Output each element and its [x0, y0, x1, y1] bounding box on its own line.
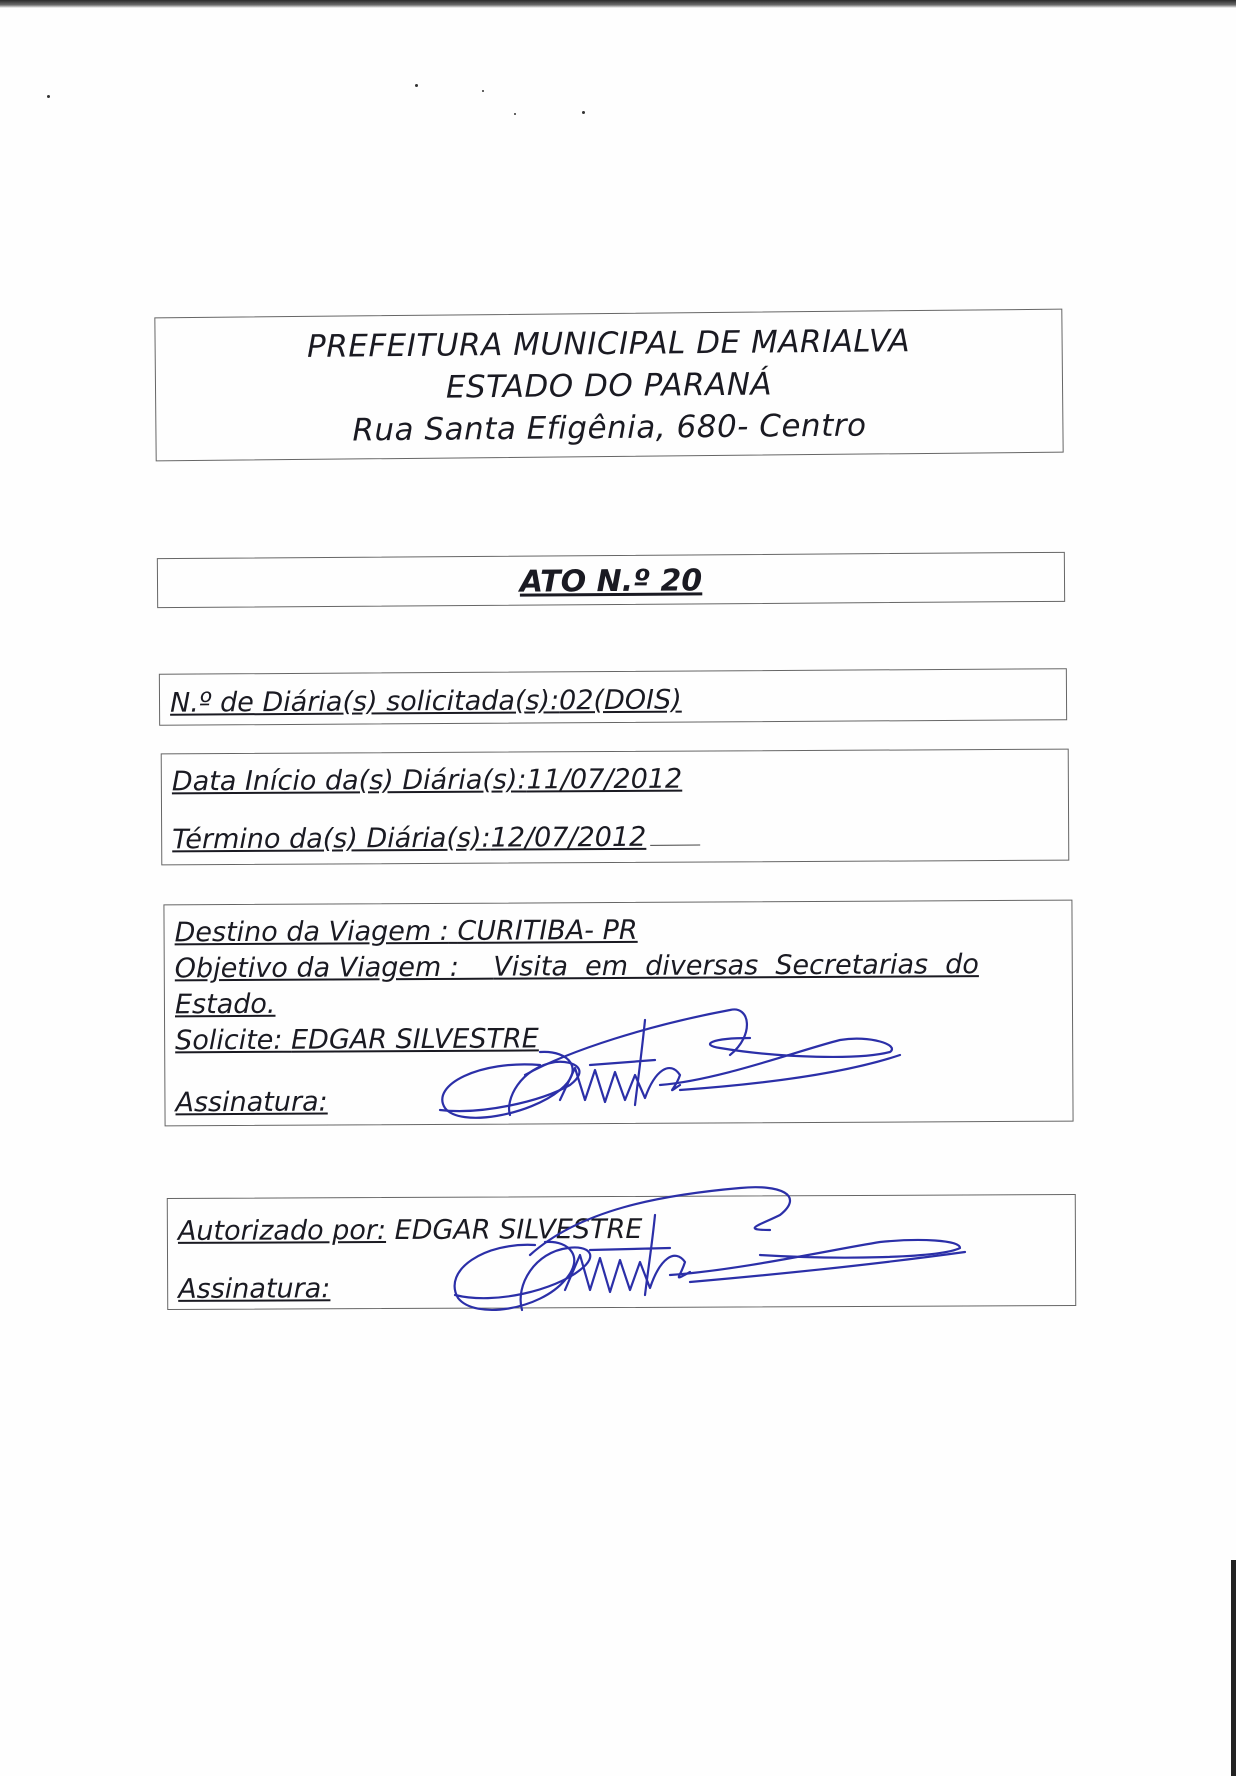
- assinatura-solicitante-label: Assinatura:: [175, 1086, 328, 1119]
- destino-label: Destino da Viagem :: [174, 915, 449, 949]
- viagem-box: [163, 900, 1073, 1127]
- solicite-line: [175, 1023, 539, 1056]
- header-estado: ESTADO DO PARANÁ: [445, 366, 773, 406]
- datas-box: [161, 749, 1070, 866]
- objetivo-label: Objetivo da Viagem :: [174, 951, 460, 985]
- diarias-box: [159, 668, 1067, 726]
- assinatura-autorizador-label: Assinatura:: [178, 1273, 331, 1305]
- scan-speck: [47, 95, 50, 98]
- data-termino-line: [172, 822, 700, 856]
- data-inicio-value: 11/07/2012: [526, 763, 683, 796]
- objetivo-value: Visita em diversas Secretarias do: [493, 949, 979, 983]
- scan-edge-top: [0, 0, 1236, 8]
- diarias-line: [170, 685, 682, 719]
- data-termino-label: Término da(s) Diária(s):: [172, 822, 491, 856]
- ato-title: ATO N.º 20: [519, 563, 703, 600]
- scan-speck: [514, 113, 516, 115]
- solicite-label: Solicite:: [175, 1024, 283, 1057]
- data-inicio-line: [172, 764, 682, 798]
- scan-speck: [482, 90, 484, 92]
- data-termino-value: 12/07/2012: [490, 821, 647, 854]
- diarias-value: 02(DOIS): [559, 684, 682, 717]
- header-prefeitura: PREFEITURA MUNICIPAL DE MARIALVA: [306, 323, 911, 365]
- scan-edge-right: [1231, 1560, 1236, 1776]
- solicite-value: EDGAR SILVESTRE: [290, 1023, 539, 1056]
- autorizacao-box: [167, 1194, 1076, 1310]
- scan-speck: [582, 111, 585, 114]
- ato-box: [157, 552, 1065, 608]
- objetivo-continuation: Estado.: [174, 988, 276, 1021]
- header-endereco: Rua Santa Efigênia, 680- Centro: [352, 407, 867, 449]
- scan-speck: [415, 84, 418, 87]
- destino-value: CURITIBA- PR: [457, 914, 638, 947]
- autorizado-value: EDGAR SILVESTRE: [394, 1213, 643, 1246]
- diarias-label: N.º de Diária(s) solicitada(s):: [169, 685, 560, 719]
- autorizado-label: Autorizado por:: [177, 1215, 387, 1247]
- autorizado-line: [178, 1214, 643, 1247]
- objetivo-line: [175, 949, 979, 984]
- blank-line: [650, 845, 700, 846]
- header-box: [154, 309, 1063, 462]
- data-inicio-label: Data Início da(s) Diária(s):: [171, 764, 527, 798]
- destino-line: [174, 915, 637, 948]
